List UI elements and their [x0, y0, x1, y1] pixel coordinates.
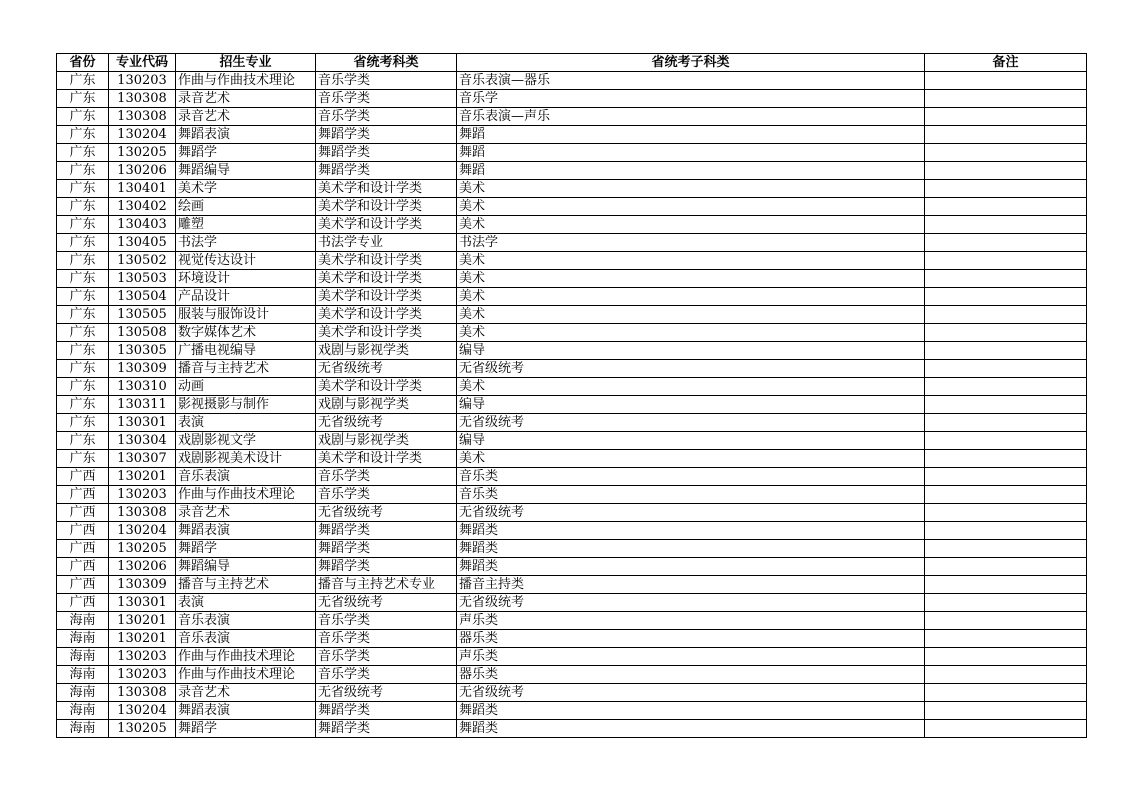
cell-major-code: 130203 — [109, 72, 176, 90]
cell-remarks — [925, 576, 1087, 594]
table-row — [57, 216, 1087, 234]
table-row — [57, 702, 1087, 720]
cell-province: 广西 — [57, 486, 109, 504]
cell-exam-category: 无省级统考 — [316, 594, 457, 612]
cell-exam-subcategory: 无省级统考 — [457, 360, 925, 378]
header-exam-subcategory: 省统考子科类 — [457, 54, 925, 72]
cell-exam-subcategory: 舞蹈类 — [457, 522, 925, 540]
table-row — [57, 684, 1087, 702]
cell-exam-category: 舞蹈学类 — [316, 720, 457, 738]
cell-exam-category: 舞蹈学类 — [316, 558, 457, 576]
cell-major: 环境设计 — [176, 270, 316, 288]
cell-remarks — [925, 720, 1087, 738]
cell-major-code: 130203 — [109, 666, 176, 684]
table-row — [57, 378, 1087, 396]
cell-major-code: 130203 — [109, 486, 176, 504]
cell-remarks — [925, 252, 1087, 270]
table-row — [57, 450, 1087, 468]
table-row — [57, 612, 1087, 630]
cell-province: 广西 — [57, 522, 109, 540]
cell-major: 戏剧影视文学 — [176, 432, 316, 450]
cell-province: 广东 — [57, 360, 109, 378]
cell-exam-category: 音乐学类 — [316, 108, 457, 126]
cell-major-code: 130203 — [109, 648, 176, 666]
table-row — [57, 666, 1087, 684]
cell-major: 产品设计 — [176, 288, 316, 306]
header-remarks: 备注 — [925, 54, 1087, 72]
header-row — [57, 54, 1087, 72]
cell-exam-category: 音乐学类 — [316, 666, 457, 684]
cell-exam-category: 无省级统考 — [316, 684, 457, 702]
cell-major: 绘画 — [176, 198, 316, 216]
cell-province: 广东 — [57, 108, 109, 126]
cell-major-code: 130504 — [109, 288, 176, 306]
cell-exam-category: 音乐学类 — [316, 612, 457, 630]
cell-exam-category: 美术学和设计学类 — [316, 288, 457, 306]
cell-major-code: 130301 — [109, 414, 176, 432]
cell-exam-category: 舞蹈学类 — [316, 522, 457, 540]
cell-major: 数字媒体艺术 — [176, 324, 316, 342]
cell-major: 书法学 — [176, 234, 316, 252]
cell-major-code: 130308 — [109, 108, 176, 126]
cell-exam-subcategory: 音乐表演—声乐 — [457, 108, 925, 126]
table-row — [57, 594, 1087, 612]
cell-remarks — [925, 396, 1087, 414]
cell-major: 服装与服饰设计 — [176, 306, 316, 324]
cell-remarks — [925, 648, 1087, 666]
cell-major-code: 130204 — [109, 702, 176, 720]
cell-exam-subcategory: 声乐类 — [457, 648, 925, 666]
cell-remarks — [925, 288, 1087, 306]
cell-exam-subcategory: 美术 — [457, 306, 925, 324]
cell-major-code: 130204 — [109, 522, 176, 540]
cell-major-code: 130201 — [109, 630, 176, 648]
cell-major: 影视摄影与制作 — [176, 396, 316, 414]
cell-major: 广播电视编导 — [176, 342, 316, 360]
cell-province: 广东 — [57, 432, 109, 450]
cell-remarks — [925, 450, 1087, 468]
cell-remarks — [925, 594, 1087, 612]
cell-remarks — [925, 468, 1087, 486]
cell-province: 广东 — [57, 288, 109, 306]
table-row — [57, 306, 1087, 324]
cell-major: 录音艺术 — [176, 108, 316, 126]
cell-exam-category: 音乐学类 — [316, 72, 457, 90]
cell-remarks — [925, 270, 1087, 288]
cell-major: 播音与主持艺术 — [176, 360, 316, 378]
cell-exam-category: 音乐学类 — [316, 648, 457, 666]
table-row — [57, 90, 1087, 108]
cell-province: 海南 — [57, 684, 109, 702]
table-row — [57, 558, 1087, 576]
cell-exam-category: 美术学和设计学类 — [316, 306, 457, 324]
cell-exam-category: 舞蹈学类 — [316, 540, 457, 558]
table-row — [57, 468, 1087, 486]
table-row — [57, 630, 1087, 648]
cell-major-code: 130508 — [109, 324, 176, 342]
table-row — [57, 324, 1087, 342]
cell-major: 音乐表演 — [176, 630, 316, 648]
cell-remarks — [925, 360, 1087, 378]
cell-province: 海南 — [57, 612, 109, 630]
cell-exam-subcategory: 舞蹈 — [457, 144, 925, 162]
table-row — [57, 252, 1087, 270]
cell-exam-category: 书法学专业 — [316, 234, 457, 252]
cell-major: 舞蹈表演 — [176, 522, 316, 540]
cell-major-code: 130311 — [109, 396, 176, 414]
cell-remarks — [925, 378, 1087, 396]
cell-province: 广西 — [57, 540, 109, 558]
cell-exam-subcategory: 音乐表演—器乐 — [457, 72, 925, 90]
cell-province: 广东 — [57, 396, 109, 414]
cell-remarks — [925, 684, 1087, 702]
cell-province: 海南 — [57, 630, 109, 648]
cell-major-code: 130301 — [109, 594, 176, 612]
cell-province: 广东 — [57, 90, 109, 108]
cell-province: 广东 — [57, 306, 109, 324]
cell-major-code: 130205 — [109, 720, 176, 738]
cell-major-code: 130502 — [109, 252, 176, 270]
cell-major: 音乐表演 — [176, 612, 316, 630]
cell-province: 广东 — [57, 450, 109, 468]
cell-major-code: 130309 — [109, 360, 176, 378]
cell-major: 音乐表演 — [176, 468, 316, 486]
cell-remarks — [925, 486, 1087, 504]
header-province: 省份 — [57, 54, 109, 72]
cell-exam-subcategory: 器乐类 — [457, 666, 925, 684]
cell-major: 作曲与作曲技术理论 — [176, 72, 316, 90]
cell-remarks — [925, 630, 1087, 648]
cell-remarks — [925, 522, 1087, 540]
cell-exam-subcategory: 音乐类 — [457, 486, 925, 504]
cell-exam-category: 戏剧与影视学类 — [316, 342, 457, 360]
cell-remarks — [925, 144, 1087, 162]
cell-major: 表演 — [176, 594, 316, 612]
cell-remarks — [925, 162, 1087, 180]
cell-remarks — [925, 126, 1087, 144]
cell-province: 广西 — [57, 558, 109, 576]
cell-province: 广东 — [57, 234, 109, 252]
cell-major: 播音与主持艺术 — [176, 576, 316, 594]
table-row — [57, 144, 1087, 162]
table-row — [57, 198, 1087, 216]
table-row — [57, 396, 1087, 414]
cell-major-code: 130308 — [109, 504, 176, 522]
cell-exam-category: 美术学和设计学类 — [316, 450, 457, 468]
cell-major-code: 130201 — [109, 468, 176, 486]
cell-province: 广西 — [57, 504, 109, 522]
cell-exam-subcategory: 声乐类 — [457, 612, 925, 630]
cell-exam-category: 美术学和设计学类 — [316, 324, 457, 342]
cell-major: 舞蹈学 — [176, 720, 316, 738]
header-major-code: 专业代码 — [109, 54, 176, 72]
cell-exam-subcategory: 美术 — [457, 252, 925, 270]
cell-major: 作曲与作曲技术理论 — [176, 648, 316, 666]
cell-exam-category: 戏剧与影视学类 — [316, 396, 457, 414]
cell-remarks — [925, 666, 1087, 684]
cell-exam-category: 美术学和设计学类 — [316, 216, 457, 234]
cell-exam-subcategory: 无省级统考 — [457, 414, 925, 432]
table-row — [57, 504, 1087, 522]
header-exam-category: 省统考科类 — [316, 54, 457, 72]
cell-province: 广东 — [57, 270, 109, 288]
cell-exam-category: 戏剧与影视学类 — [316, 432, 457, 450]
table-row — [57, 486, 1087, 504]
cell-province: 广东 — [57, 198, 109, 216]
cell-major-code: 130308 — [109, 684, 176, 702]
cell-remarks — [925, 504, 1087, 522]
cell-exam-category: 音乐学类 — [316, 630, 457, 648]
cell-province: 广东 — [57, 162, 109, 180]
cell-major: 录音艺术 — [176, 504, 316, 522]
cell-major-code: 130401 — [109, 180, 176, 198]
table-row — [57, 72, 1087, 90]
cell-major: 录音艺术 — [176, 684, 316, 702]
cell-major: 视觉传达设计 — [176, 252, 316, 270]
cell-exam-category: 舞蹈学类 — [316, 702, 457, 720]
cell-exam-subcategory: 美术 — [457, 288, 925, 306]
cell-major-code: 130505 — [109, 306, 176, 324]
cell-major: 动画 — [176, 378, 316, 396]
table-row — [57, 180, 1087, 198]
cell-province: 广东 — [57, 216, 109, 234]
cell-exam-subcategory: 舞蹈类 — [457, 702, 925, 720]
table-row — [57, 108, 1087, 126]
cell-province: 广东 — [57, 180, 109, 198]
cell-province: 海南 — [57, 720, 109, 738]
cell-province: 海南 — [57, 666, 109, 684]
cell-major-code: 130206 — [109, 558, 176, 576]
cell-exam-subcategory: 书法学 — [457, 234, 925, 252]
cell-exam-category: 舞蹈学类 — [316, 144, 457, 162]
cell-exam-category: 美术学和设计学类 — [316, 270, 457, 288]
cell-remarks — [925, 108, 1087, 126]
cell-exam-category: 美术学和设计学类 — [316, 180, 457, 198]
cell-province: 广东 — [57, 378, 109, 396]
cell-province: 广东 — [57, 252, 109, 270]
table-row — [57, 540, 1087, 558]
cell-exam-category: 舞蹈学类 — [316, 162, 457, 180]
cell-exam-category: 播音与主持艺术专业 — [316, 576, 457, 594]
cell-exam-subcategory: 舞蹈类 — [457, 558, 925, 576]
cell-exam-subcategory: 美术 — [457, 378, 925, 396]
cell-remarks — [925, 198, 1087, 216]
cell-province: 广西 — [57, 468, 109, 486]
table-row — [57, 162, 1087, 180]
cell-remarks — [925, 180, 1087, 198]
table-row — [57, 288, 1087, 306]
cell-major: 作曲与作曲技术理论 — [176, 486, 316, 504]
cell-exam-category: 美术学和设计学类 — [316, 198, 457, 216]
cell-exam-category: 音乐学类 — [316, 468, 457, 486]
table-row — [57, 270, 1087, 288]
cell-exam-subcategory: 编导 — [457, 396, 925, 414]
cell-major-code: 130405 — [109, 234, 176, 252]
table-row — [57, 432, 1087, 450]
table-row — [57, 522, 1087, 540]
cell-major-code: 130205 — [109, 144, 176, 162]
cell-exam-subcategory: 器乐类 — [457, 630, 925, 648]
cell-remarks — [925, 432, 1087, 450]
cell-exam-subcategory: 音乐类 — [457, 468, 925, 486]
cell-major: 舞蹈编导 — [176, 162, 316, 180]
cell-province: 广东 — [57, 414, 109, 432]
cell-major-code: 130310 — [109, 378, 176, 396]
cell-province: 广东 — [57, 126, 109, 144]
cell-remarks — [925, 342, 1087, 360]
cell-exam-subcategory: 音乐学 — [457, 90, 925, 108]
cell-major-code: 130304 — [109, 432, 176, 450]
cell-exam-subcategory: 美术 — [457, 450, 925, 468]
table-row — [57, 234, 1087, 252]
cell-exam-category: 舞蹈学类 — [316, 126, 457, 144]
cell-province: 广东 — [57, 324, 109, 342]
cell-major: 舞蹈学 — [176, 144, 316, 162]
cell-major-code: 130201 — [109, 612, 176, 630]
cell-major-code: 130403 — [109, 216, 176, 234]
cell-exam-subcategory: 美术 — [457, 324, 925, 342]
enrollment-table — [56, 53, 1087, 738]
cell-exam-subcategory: 舞蹈 — [457, 162, 925, 180]
cell-province: 广东 — [57, 144, 109, 162]
cell-major: 舞蹈表演 — [176, 126, 316, 144]
cell-remarks — [925, 324, 1087, 342]
cell-exam-subcategory: 编导 — [457, 432, 925, 450]
cell-remarks — [925, 216, 1087, 234]
cell-major: 戏剧影视美术设计 — [176, 450, 316, 468]
cell-exam-category: 音乐学类 — [316, 486, 457, 504]
table-body — [57, 72, 1087, 738]
cell-exam-subcategory: 无省级统考 — [457, 684, 925, 702]
cell-remarks — [925, 306, 1087, 324]
cell-exam-subcategory: 美术 — [457, 198, 925, 216]
cell-major-code: 130204 — [109, 126, 176, 144]
cell-exam-subcategory: 美术 — [457, 216, 925, 234]
header-major: 招生专业 — [176, 54, 316, 72]
cell-major: 录音艺术 — [176, 90, 316, 108]
cell-major-code: 130305 — [109, 342, 176, 360]
cell-major-code: 130206 — [109, 162, 176, 180]
cell-exam-category: 无省级统考 — [316, 504, 457, 522]
cell-exam-category: 美术学和设计学类 — [316, 378, 457, 396]
cell-exam-category: 无省级统考 — [316, 414, 457, 432]
table-row — [57, 126, 1087, 144]
cell-major-code: 130402 — [109, 198, 176, 216]
table-row — [57, 414, 1087, 432]
cell-major-code: 130307 — [109, 450, 176, 468]
table-row — [57, 360, 1087, 378]
cell-province: 广西 — [57, 576, 109, 594]
cell-major: 舞蹈编导 — [176, 558, 316, 576]
cell-major-code: 130309 — [109, 576, 176, 594]
cell-province: 海南 — [57, 648, 109, 666]
cell-exam-subcategory: 舞蹈类 — [457, 720, 925, 738]
table-row — [57, 576, 1087, 594]
cell-exam-subcategory: 舞蹈类 — [457, 540, 925, 558]
cell-exam-category: 无省级统考 — [316, 360, 457, 378]
cell-remarks — [925, 540, 1087, 558]
cell-exam-category: 音乐学类 — [316, 90, 457, 108]
cell-major: 表演 — [176, 414, 316, 432]
cell-exam-subcategory: 无省级统考 — [457, 594, 925, 612]
table-row — [57, 342, 1087, 360]
table-row — [57, 720, 1087, 738]
cell-exam-subcategory: 舞蹈 — [457, 126, 925, 144]
cell-province: 海南 — [57, 702, 109, 720]
table-row — [57, 648, 1087, 666]
cell-major: 作曲与作曲技术理论 — [176, 666, 316, 684]
cell-exam-subcategory: 美术 — [457, 180, 925, 198]
cell-remarks — [925, 234, 1087, 252]
cell-remarks — [925, 90, 1087, 108]
cell-major: 雕塑 — [176, 216, 316, 234]
cell-exam-subcategory: 美术 — [457, 270, 925, 288]
cell-exam-subcategory: 播音主持类 — [457, 576, 925, 594]
cell-remarks — [925, 558, 1087, 576]
cell-major: 舞蹈学 — [176, 540, 316, 558]
cell-remarks — [925, 72, 1087, 90]
cell-remarks — [925, 702, 1087, 720]
cell-major-code: 130308 — [109, 90, 176, 108]
cell-province: 广西 — [57, 594, 109, 612]
cell-exam-category: 美术学和设计学类 — [316, 252, 457, 270]
cell-province: 广东 — [57, 72, 109, 90]
cell-province: 广东 — [57, 342, 109, 360]
cell-remarks — [925, 414, 1087, 432]
cell-remarks — [925, 612, 1087, 630]
cell-major-code: 130205 — [109, 540, 176, 558]
cell-major-code: 130503 — [109, 270, 176, 288]
cell-major: 舞蹈表演 — [176, 702, 316, 720]
cell-major: 美术学 — [176, 180, 316, 198]
cell-exam-subcategory: 编导 — [457, 342, 925, 360]
cell-exam-subcategory: 无省级统考 — [457, 504, 925, 522]
